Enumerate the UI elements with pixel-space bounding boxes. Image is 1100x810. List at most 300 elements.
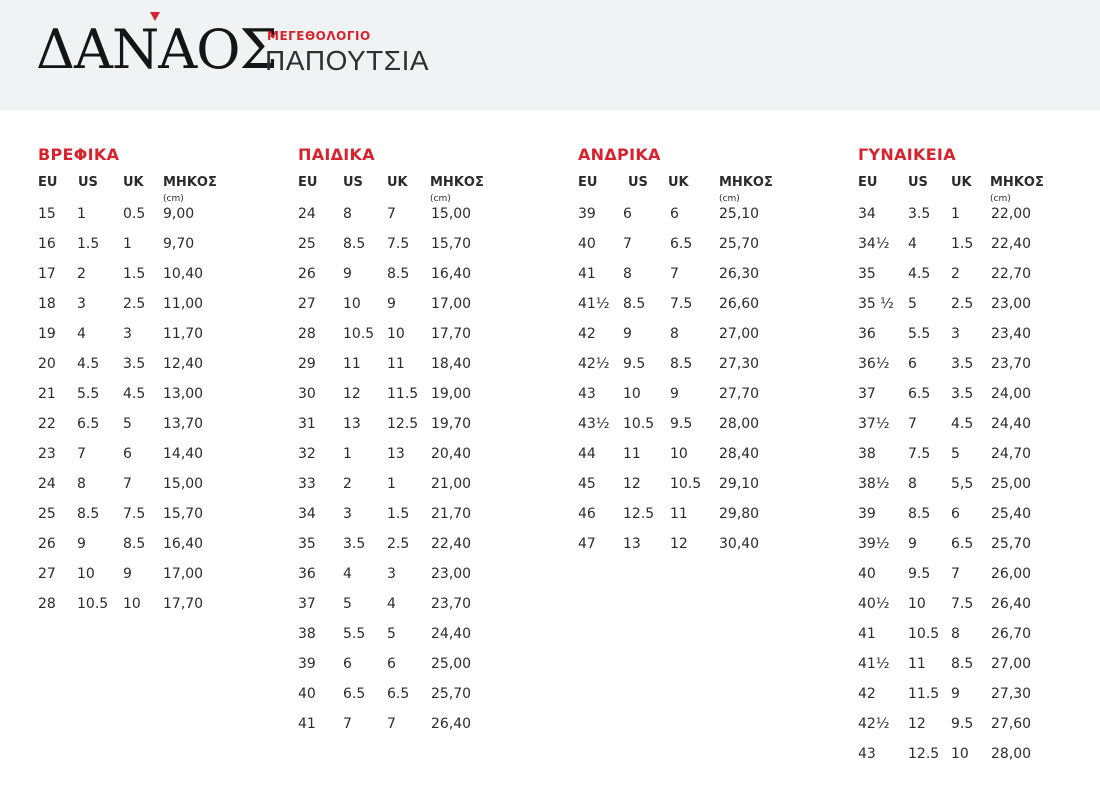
cell-eu: 39 <box>298 656 316 672</box>
cell-length: 22,40 <box>431 536 472 552</box>
cell-length: 25,00 <box>431 656 472 672</box>
cell-length: 21,00 <box>431 476 472 492</box>
cell-length: 12,40 <box>163 356 204 372</box>
table-row <box>38 468 204 498</box>
cell-us: 10 <box>908 596 926 612</box>
table-row <box>578 318 760 348</box>
column-header-unit: (cm) <box>163 194 184 204</box>
cell-uk: 13 <box>387 446 405 462</box>
cell-eu: 15 <box>38 206 56 222</box>
cell-us: 13 <box>623 536 641 552</box>
cell-us: 12 <box>343 386 361 402</box>
cell-uk: 2 <box>951 266 960 282</box>
table-row <box>578 288 760 318</box>
cell-length: 30,40 <box>719 536 760 552</box>
cell-uk: 10 <box>951 746 969 762</box>
table-row <box>298 678 472 708</box>
cell-us: 9 <box>343 266 352 282</box>
cell-us: 10.5 <box>343 326 375 342</box>
cell-eu: 38½ <box>858 476 890 492</box>
cell-eu: 43 <box>858 746 876 762</box>
column-header-us <box>343 175 363 190</box>
cell-us: 8 <box>908 476 917 492</box>
column-header-uk <box>951 175 972 190</box>
table-row <box>298 708 472 738</box>
cell-uk: 11.5 <box>387 386 419 402</box>
cell-length: 23,00 <box>991 296 1032 312</box>
cell-uk: 10.5 <box>670 476 702 492</box>
cell-length: 11,00 <box>163 296 204 312</box>
cell-length: 24,40 <box>431 626 472 642</box>
cell-length: 17,00 <box>163 566 204 582</box>
cell-length: 24,70 <box>991 446 1032 462</box>
cell-uk: 3 <box>387 566 396 582</box>
column-header-label: US <box>628 175 648 190</box>
cell-us: 7.5 <box>908 446 931 462</box>
table-header-row <box>858 168 1044 204</box>
cell-eu: 26 <box>38 536 56 552</box>
table-row <box>38 288 204 318</box>
column-header-label: ΜΗΚΟΣ <box>430 175 484 190</box>
cell-uk: 4.5 <box>951 416 974 432</box>
cell-length: 21,70 <box>431 506 472 522</box>
table-row <box>298 228 472 258</box>
cell-eu: 19 <box>38 326 56 342</box>
table-title-men: ΑΝΔΡΙΚΑ <box>578 145 661 164</box>
cell-eu: 30 <box>298 386 316 402</box>
table-row <box>298 468 472 498</box>
table-row <box>578 258 760 288</box>
cell-uk: 1 <box>123 236 132 252</box>
cell-eu: 35 <box>298 536 316 552</box>
cell-us: 8.5 <box>623 296 646 312</box>
cell-uk: 3 <box>951 326 960 342</box>
table-row <box>578 348 760 378</box>
cell-length: 16,40 <box>431 266 472 282</box>
cell-eu: 41 <box>298 716 316 732</box>
cell-uk: 7 <box>670 266 679 282</box>
cell-us: 4.5 <box>77 356 100 372</box>
table-row <box>858 708 1032 738</box>
table-row <box>298 258 472 288</box>
cell-uk: 8 <box>951 626 960 642</box>
column-header-label: UK <box>123 175 144 190</box>
cell-uk: 9 <box>951 686 960 702</box>
cell-eu: 37 <box>858 386 876 402</box>
table-row <box>38 438 204 468</box>
cell-eu: 25 <box>298 236 316 252</box>
cell-length: 23,40 <box>991 326 1032 342</box>
cell-eu: 45 <box>578 476 596 492</box>
cell-us: 9 <box>623 326 632 342</box>
cell-us: 5.5 <box>343 626 366 642</box>
cell-eu: 37 <box>298 596 316 612</box>
cell-eu: 34½ <box>858 236 890 252</box>
cell-length: 23,70 <box>431 596 472 612</box>
cell-eu: 24 <box>38 476 56 492</box>
cell-length: 27,30 <box>991 686 1032 702</box>
cell-uk: 9.5 <box>951 716 974 732</box>
cell-eu: 26 <box>298 266 316 282</box>
table-row <box>858 318 1032 348</box>
cell-uk: 5,5 <box>951 476 974 492</box>
cell-uk: 1 <box>387 476 396 492</box>
cell-eu: 27 <box>38 566 56 582</box>
cell-us: 12 <box>623 476 641 492</box>
table-row <box>38 228 195 258</box>
table-row <box>38 348 204 378</box>
size-table-men <box>578 142 773 558</box>
page-title: ΠΑΠΟΥΤΣΙΑ <box>265 45 430 76</box>
cell-length: 23,70 <box>991 356 1032 372</box>
cell-eu: 42½ <box>858 716 890 732</box>
cell-us: 11.5 <box>908 686 940 702</box>
cell-eu: 37½ <box>858 416 890 432</box>
cell-us: 8.5 <box>908 506 931 522</box>
brand-logo[interactable]: ΔΑΝΑΟΣ <box>36 18 277 81</box>
cell-length: 29,80 <box>719 506 760 522</box>
cell-uk: 6 <box>123 446 132 462</box>
cell-us: 4 <box>77 326 86 342</box>
table-row <box>858 378 1032 408</box>
column-header-label: UK <box>668 175 689 190</box>
table-row <box>578 498 760 528</box>
cell-length: 22,70 <box>991 266 1032 282</box>
column-header-label: US <box>908 175 928 190</box>
cell-uk: 6 <box>951 506 960 522</box>
cell-uk: 11 <box>387 356 405 372</box>
cell-length: 15,70 <box>163 506 204 522</box>
cell-uk: 9.5 <box>670 416 693 432</box>
cell-uk: 7.5 <box>670 296 693 312</box>
column-header-label: EU <box>38 175 58 190</box>
table-row <box>38 318 204 348</box>
cell-length: 17,70 <box>431 326 472 342</box>
cell-length: 27,60 <box>991 716 1032 732</box>
column-header-us <box>908 175 928 190</box>
table-row <box>298 588 472 618</box>
table-row <box>298 498 472 528</box>
cell-length: 17,70 <box>163 596 204 612</box>
table-row <box>578 468 760 498</box>
cell-length: 14,40 <box>163 446 204 462</box>
cell-us: 5.5 <box>908 326 931 342</box>
cell-us: 10 <box>77 566 95 582</box>
cell-eu: 40½ <box>858 596 890 612</box>
table-header-row <box>298 168 484 204</box>
cell-uk: 3 <box>123 326 132 342</box>
cell-length: 10,40 <box>163 266 204 282</box>
cell-length: 23,00 <box>431 566 472 582</box>
cell-length: 26,30 <box>719 266 760 282</box>
cell-eu: 28 <box>298 326 316 342</box>
cell-us: 2 <box>343 476 352 492</box>
logo-accent-icon <box>150 12 160 21</box>
cell-length: 25,00 <box>991 476 1032 492</box>
cell-eu: 43 <box>578 386 596 402</box>
column-header-label: US <box>78 175 98 190</box>
table-title-infants: ΒΡΕΦΙΚΑ <box>38 145 120 164</box>
cell-uk: 3.5 <box>123 356 146 372</box>
table-row <box>858 258 1032 288</box>
cell-length: 27,30 <box>719 356 760 372</box>
cell-length: 24,00 <box>991 386 1032 402</box>
cell-uk: 7 <box>387 716 396 732</box>
cell-length: 9,70 <box>163 236 195 252</box>
cell-eu: 25 <box>38 506 56 522</box>
page-subtitle: ΜΕΓΕΘΟΛΟΓΙΟ <box>267 29 371 43</box>
cell-us: 8 <box>77 476 86 492</box>
table-row <box>298 558 472 588</box>
table-header-row <box>578 168 773 204</box>
table-row <box>858 618 1032 648</box>
cell-eu: 34 <box>858 206 876 222</box>
cell-uk: 8.5 <box>670 356 693 372</box>
cell-uk: 9 <box>387 296 396 312</box>
cell-us: 9 <box>77 536 86 552</box>
cell-length: 15,00 <box>431 206 472 222</box>
table-row <box>858 228 1032 258</box>
cell-us: 11 <box>623 446 641 462</box>
table-title-kids: ΠΑΙΔΙΚΑ <box>298 145 375 164</box>
cell-uk: 3.5 <box>951 386 974 402</box>
cell-eu: 24 <box>298 206 316 222</box>
cell-us: 10.5 <box>623 416 655 432</box>
cell-length: 28,00 <box>719 416 760 432</box>
cell-uk: 10 <box>670 446 688 462</box>
cell-uk: 1.5 <box>951 236 974 252</box>
cell-eu: 35 ½ <box>858 296 894 312</box>
table-row <box>38 528 204 558</box>
table-row <box>858 468 1032 498</box>
cell-eu: 32 <box>298 446 316 462</box>
table-row <box>38 558 204 588</box>
column-header-eu <box>38 175 57 190</box>
cell-us: 2 <box>77 266 86 282</box>
table-row <box>298 438 472 468</box>
column-header-us <box>78 175 98 190</box>
cell-us: 12.5 <box>908 746 940 762</box>
cell-length: 26,40 <box>431 716 472 732</box>
cell-uk: 3.5 <box>951 356 974 372</box>
column-header-uk <box>123 175 144 190</box>
cell-us: 3.5 <box>343 536 366 552</box>
cell-us: 6 <box>908 356 917 372</box>
cell-uk: 7 <box>387 206 396 222</box>
cell-length: 25,10 <box>719 206 760 222</box>
column-header-unit: (cm) <box>990 194 1011 204</box>
column-header-label: ΜΗΚΟΣ <box>990 175 1044 190</box>
cell-uk: 12 <box>670 536 688 552</box>
cell-uk: 8.5 <box>123 536 146 552</box>
cell-uk: 11 <box>670 506 688 522</box>
cell-length: 17,00 <box>431 296 472 312</box>
cell-eu: 35 <box>858 266 876 282</box>
table-row <box>858 288 1032 318</box>
cell-length: 15,70 <box>431 236 472 252</box>
cell-length: 26,00 <box>991 566 1032 582</box>
cell-us: 8.5 <box>343 236 366 252</box>
cell-eu: 36 <box>298 566 316 582</box>
cell-uk: 8.5 <box>951 656 974 672</box>
cell-eu: 39 <box>858 506 876 522</box>
table-row <box>858 558 1032 588</box>
cell-eu: 41 <box>858 626 876 642</box>
cell-length: 29,10 <box>719 476 760 492</box>
table-header-row <box>38 168 217 204</box>
cell-eu: 38 <box>858 446 876 462</box>
column-header-uk <box>668 175 689 190</box>
column-header-label: ΜΗΚΟΣ <box>163 175 217 190</box>
cell-length: 11,70 <box>163 326 204 342</box>
column-header-label: EU <box>578 175 598 190</box>
cell-us: 11 <box>343 356 361 372</box>
table-row <box>298 408 472 438</box>
cell-eu: 41½ <box>858 656 890 672</box>
cell-uk: 2.5 <box>387 536 410 552</box>
cell-uk: 0.5 <box>123 206 146 222</box>
cell-eu: 29 <box>298 356 316 372</box>
table-row <box>858 408 1032 438</box>
cell-length: 16,40 <box>163 536 204 552</box>
column-header-eu <box>578 175 597 190</box>
cell-us: 9.5 <box>623 356 646 372</box>
column-header-unit: (cm) <box>719 194 740 204</box>
cell-uk: 6.5 <box>670 236 693 252</box>
table-row <box>298 528 472 558</box>
cell-length: 18,40 <box>431 356 472 372</box>
cell-uk: 12.5 <box>387 416 419 432</box>
table-row <box>38 378 204 408</box>
cell-length: 28,40 <box>719 446 760 462</box>
cell-us: 5.5 <box>77 386 100 402</box>
column-header-eu <box>858 175 877 190</box>
cell-eu: 18 <box>38 296 56 312</box>
cell-eu: 36 <box>858 326 876 342</box>
cell-us: 10 <box>343 296 361 312</box>
cell-uk: 5 <box>123 416 132 432</box>
cell-uk: 9 <box>670 386 679 402</box>
cell-us: 7 <box>343 716 352 732</box>
table-title-women: ΓΥΝΑΙΚΕΙΑ <box>858 145 956 164</box>
cell-eu: 42 <box>578 326 596 342</box>
cell-us: 7 <box>77 446 86 462</box>
table-row <box>858 348 1032 378</box>
cell-length: 27,00 <box>719 326 760 342</box>
cell-uk: 7 <box>951 566 960 582</box>
column-header-length <box>430 175 484 205</box>
table-row <box>858 648 1032 678</box>
cell-us: 13 <box>343 416 361 432</box>
cell-uk: 7.5 <box>387 236 410 252</box>
cell-us: 12.5 <box>623 506 655 522</box>
column-header-label: UK <box>387 175 408 190</box>
cell-uk: 4 <box>387 596 396 612</box>
cell-eu: 36½ <box>858 356 890 372</box>
cell-us: 7 <box>908 416 917 432</box>
cell-uk: 8 <box>670 326 679 342</box>
cell-eu: 42 <box>858 686 876 702</box>
cell-eu: 21 <box>38 386 56 402</box>
cell-us: 10 <box>623 386 641 402</box>
cell-length: 22,00 <box>991 206 1032 222</box>
cell-us: 10.5 <box>908 626 940 642</box>
cell-us: 6 <box>343 656 352 672</box>
cell-uk: 6 <box>670 206 679 222</box>
cell-uk: 6 <box>387 656 396 672</box>
cell-eu: 39 <box>578 206 596 222</box>
column-header-label: EU <box>298 175 318 190</box>
cell-us: 3.5 <box>908 206 931 222</box>
cell-us: 3 <box>343 506 352 522</box>
cell-uk: 5 <box>951 446 960 462</box>
cell-eu: 17 <box>38 266 56 282</box>
cell-us: 4 <box>343 566 352 582</box>
cell-us: 4 <box>908 236 917 252</box>
cell-us: 6.5 <box>343 686 366 702</box>
cell-uk: 6.5 <box>951 536 974 552</box>
cell-uk: 10 <box>387 326 405 342</box>
cell-us: 9 <box>908 536 917 552</box>
cell-uk: 7 <box>123 476 132 492</box>
table-row <box>38 258 204 288</box>
cell-uk: 6.5 <box>387 686 410 702</box>
cell-length: 15,00 <box>163 476 204 492</box>
cell-uk: 8.5 <box>387 266 410 282</box>
table-row <box>578 438 760 468</box>
cell-eu: 47 <box>578 536 596 552</box>
table-row <box>858 678 1032 708</box>
table-row <box>578 408 760 438</box>
cell-uk: 5 <box>387 626 396 642</box>
table-row <box>298 618 472 648</box>
cell-uk: 1 <box>951 206 960 222</box>
table-row <box>858 588 1032 618</box>
cell-us: 8 <box>343 206 352 222</box>
column-header-us <box>628 175 648 190</box>
cell-eu: 34 <box>298 506 316 522</box>
table-row <box>38 498 204 528</box>
table-row <box>298 288 472 318</box>
cell-length: 25,70 <box>719 236 760 252</box>
cell-eu: 20 <box>38 356 56 372</box>
cell-uk: 4.5 <box>123 386 146 402</box>
column-header-label: US <box>343 175 363 190</box>
cell-length: 27,00 <box>991 656 1032 672</box>
column-header-length <box>719 175 773 205</box>
size-table-infants <box>38 142 217 618</box>
cell-us: 5 <box>908 296 917 312</box>
table-row <box>858 738 1032 768</box>
cell-us: 12 <box>908 716 926 732</box>
cell-eu: 40 <box>578 236 596 252</box>
cell-us: 6.5 <box>77 416 100 432</box>
cell-us: 8 <box>623 266 632 282</box>
cell-us: 4.5 <box>908 266 931 282</box>
cell-us: 3 <box>77 296 86 312</box>
cell-uk: 1.5 <box>387 506 410 522</box>
cell-us: 1.5 <box>77 236 100 252</box>
column-header-eu <box>298 175 317 190</box>
cell-eu: 39½ <box>858 536 890 552</box>
cell-length: 25,70 <box>431 686 472 702</box>
cell-uk: 2.5 <box>951 296 974 312</box>
cell-eu: 22 <box>38 416 56 432</box>
cell-us: 11 <box>908 656 926 672</box>
cell-uk: 10 <box>123 596 141 612</box>
cell-length: 26,40 <box>991 596 1032 612</box>
cell-us: 10.5 <box>77 596 109 612</box>
